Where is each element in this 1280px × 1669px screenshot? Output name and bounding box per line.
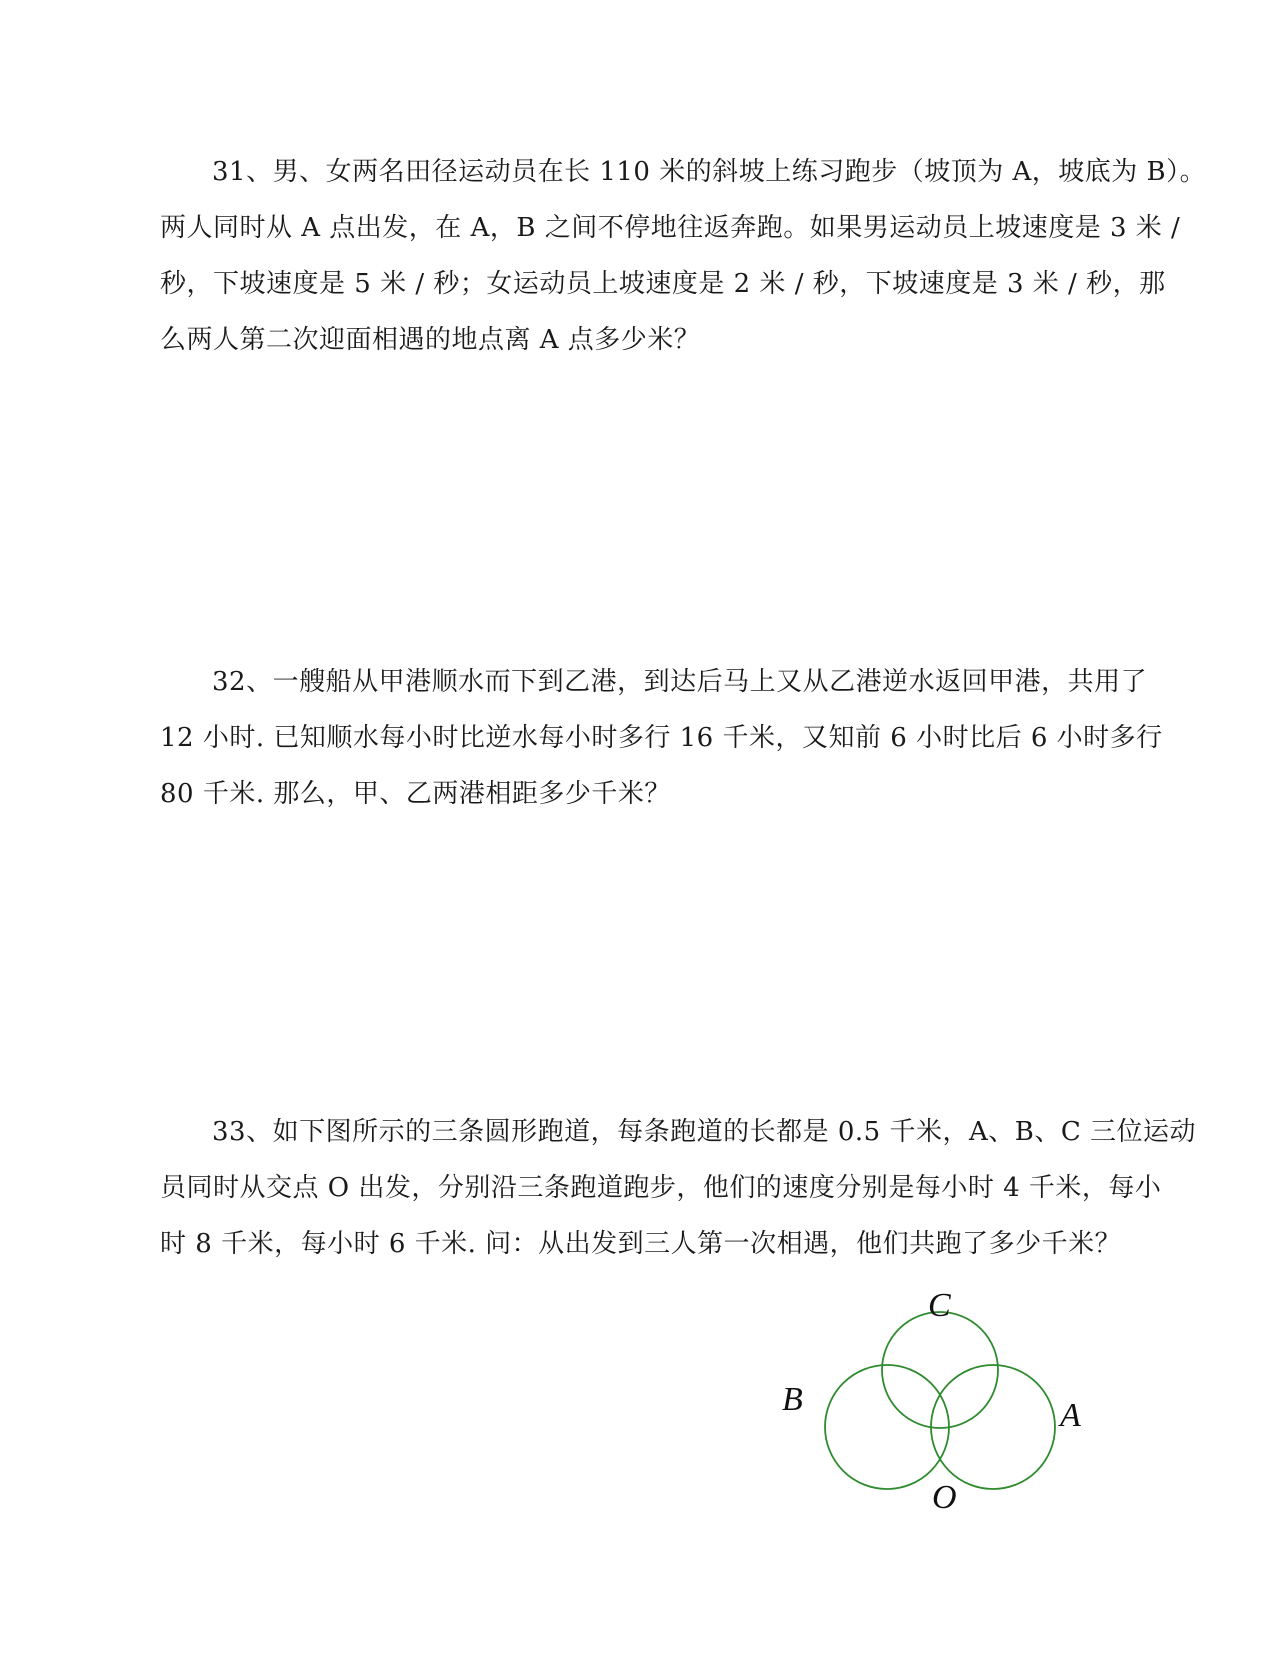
problem-32-line-1: 32、一艘船从甲港顺水而下到乙港，到达后马上又从乙港逆水返回甲港，共用了	[212, 667, 1148, 697]
problem-33-line-3: 时 8 千米，每小时 6 千米. 问：从出发到三人第一次相遇，他们共跑了多少千米？	[160, 1229, 1122, 1259]
problem-32-line-3: 80 千米. 那么，甲、乙两港相距多少千米？	[160, 779, 671, 809]
problem-33	[160, 1104, 1197, 1272]
label-b: B	[782, 1381, 803, 1418]
problem-31	[160, 144, 1207, 368]
label-c: C	[928, 1290, 951, 1324]
problem-32-line-2: 12 小时. 已知顺水每小时比逆水每小时多行 16 千米，又知前 6 小时比后 6 小时多行	[160, 723, 1163, 753]
track-circle-c	[882, 1312, 998, 1428]
problem-31-line-2: 两人同时从 A 点出发，在 A，B 之间不停地往返奔跑。如果男运动员上坡速度是 3 米 /	[160, 213, 1181, 243]
problem-31-line-1: 31、男、女两名田径运动员在长 110 米的斜坡上练习跑步（坡顶为 A，坡底为 B）。	[212, 157, 1207, 187]
problem-32	[160, 654, 1163, 822]
three-tracks-diagram	[760, 1290, 1110, 1550]
problem-33-line-1: 33、如下图所示的三条圆形跑道，每条跑道的长都是 0.5 千米，A、B、C 三位运动	[212, 1117, 1197, 1147]
problem-31-line-3: 秒，下坡速度是 5 米 / 秒；女运动员上坡速度是 2 米 / 秒，下坡速度是 3 米 / 秒，那	[160, 269, 1166, 299]
label-o: O	[932, 1479, 957, 1516]
problem-33-line-2: 员同时从交点 O 出发，分别沿三条跑道跑步，他们的速度分别是每小时 4 千米，每小	[160, 1173, 1162, 1203]
three-tracks-figure	[760, 1290, 1110, 1550]
label-a: A	[1060, 1397, 1081, 1434]
problem-31-line-4: 么两人第二次迎面相遇的地点离 A 点多少米？	[160, 325, 701, 355]
